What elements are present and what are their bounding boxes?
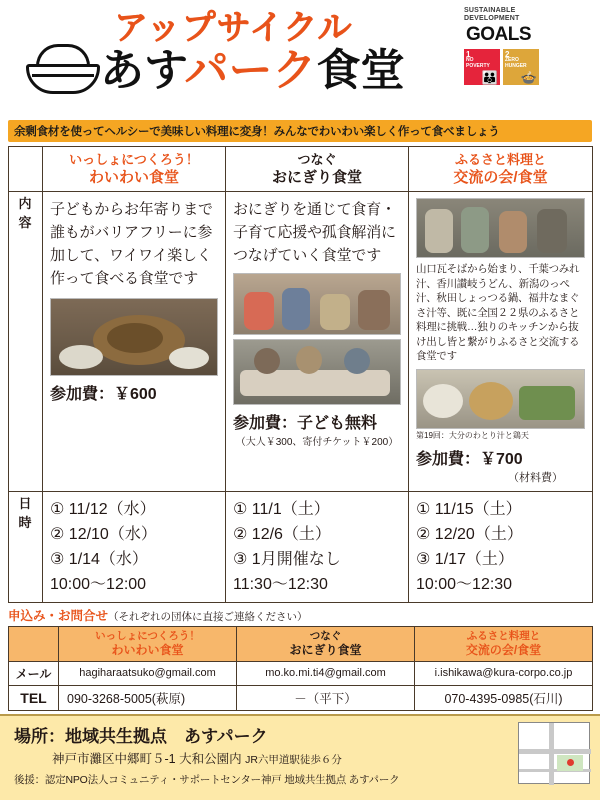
row-label-datetime: 日 時: [9, 491, 43, 602]
footer-address: 神戸市灘区中郷町５‐1 大和公園内: [52, 752, 242, 766]
header: [0, 0, 600, 118]
col-header-line1: いっしょにつくろう！: [69, 152, 199, 167]
fee-note-onigiri: （大人￥300、寄付チケット￥200）: [235, 437, 399, 448]
row-label-content: 内 容: [9, 192, 43, 492]
date-item: ① 11/12（水）: [50, 500, 156, 518]
title-block: [0, 0, 600, 96]
contact-label-tel: TEL: [9, 685, 59, 710]
fee-onigiri: 参加費：子ども無料: [233, 415, 378, 432]
contact-note: [8, 606, 592, 624]
photo-kids-cooking: [233, 273, 401, 335]
contact-table: [8, 626, 593, 711]
time-furusato: 10:00〜12:30: [416, 575, 513, 593]
contact-header-furusato: [415, 626, 593, 661]
col-header-line2: わいわい食堂: [88, 169, 179, 186]
title-park: パーク: [184, 46, 317, 95]
mail-furusato[interactable]: i.ishikawa@kura-corpo.co.jp: [415, 661, 593, 685]
time-onigiri: 11:30〜12:30: [233, 575, 328, 593]
dates-onigiri: [226, 491, 409, 602]
col-header-line2: おにぎり食堂: [271, 169, 362, 186]
date-item: ② 12/6（土）: [233, 525, 331, 543]
fee-note-furusato: （材料費）: [508, 471, 563, 484]
table-header-row: [9, 147, 593, 192]
contact-header-line2: 交流の会/食堂: [465, 642, 542, 657]
footer-address-line: [0, 749, 600, 767]
content-cell-onigiri: [226, 192, 409, 492]
content-cell-furusato: [409, 192, 593, 492]
col-header-line1: ふるさと料理と: [454, 152, 546, 167]
contact-header-line2: おにぎり食堂: [289, 642, 362, 657]
rice-bowl-icon: [26, 44, 100, 96]
col-header-line1: つなぐ: [297, 152, 337, 167]
dates-waiwai: [43, 491, 226, 602]
photo-caption-furusato: 第19回：大分のわとり汁と鶏天: [416, 430, 529, 440]
footer: [0, 714, 600, 800]
column-header-furusato: [409, 147, 593, 192]
photo-cooking-team: [416, 198, 585, 258]
contact-header-line1: いっしょにつくろう！: [95, 629, 200, 642]
tel-waiwai[interactable]: 090-3268-5005(萩原): [59, 685, 237, 710]
tel-furusato[interactable]: 070-4395-0985(石川): [415, 685, 593, 710]
sdg-title: SUSTAINABLE DEVELOPMENT: [464, 6, 520, 22]
sdg-goals-text: GOALS: [466, 24, 532, 45]
date-item: ③ 1/14（水）: [50, 550, 148, 568]
program-table: [8, 146, 593, 603]
map-thumbnail: [518, 722, 590, 784]
contact-header-waiwai: [59, 626, 237, 661]
dates-furusato: [409, 491, 593, 602]
banner-text: 余剰食材を使ってヘルシーで美味しい料理に変身！みんなでわいわい楽しく作って食べましょう: [8, 120, 592, 142]
contact-header-line1: ふるさと料理と: [466, 629, 541, 642]
contact-mail-row: [9, 661, 593, 685]
contact-header-row: [9, 626, 593, 661]
footer-support: 後援：認定NPO法人コミュニティ・サポートセンター神戸 地域共生拠点 あすパーク: [14, 774, 400, 786]
photo-furusato-dish: [416, 369, 585, 429]
contact-note-main: 申込み・お問合せ: [8, 608, 109, 623]
date-item: ③ 1月開催なし: [233, 550, 341, 568]
title-asu: あす: [100, 46, 185, 95]
contact-header-line1: つなぐ: [309, 629, 342, 642]
fee-waiwai: 参加費：￥600: [50, 386, 157, 403]
time-waiwai: 10:00〜12:00: [50, 575, 147, 593]
content-cell-waiwai: [43, 192, 226, 492]
table-datetime-row: [9, 491, 593, 602]
tel-onigiri: －（平下）: [237, 685, 415, 710]
footer-place: 場所：地域共生拠点 あすパーク: [14, 727, 268, 746]
title-shokudo: 食堂: [316, 46, 405, 95]
description-onigiri: おにぎりを通じて食育・子育て応援や孤食解消につなげていく食堂です: [233, 201, 396, 264]
contact-header-onigiri: [237, 626, 415, 661]
table-content-row: [9, 192, 593, 492]
contact-corner-cell: [9, 626, 59, 661]
date-item: ② 12/10（水）: [50, 525, 157, 543]
contact-label-mail: メール: [9, 661, 59, 685]
fee-furusato: 参加費：￥700: [416, 450, 523, 468]
date-item: ① 11/15（土）: [416, 500, 522, 518]
photo-curry-plate: [50, 298, 218, 376]
description-waiwai: 子どもからお年寄りまで誰もがバリアフリーに参加して、ワイワイ楽しく作って食べる食堂です: [50, 201, 213, 287]
sdg-icon-zero-hunger: 2 ZERO HUNGER 🍲: [505, 50, 537, 85]
photo-group-table: [233, 339, 401, 405]
title-line-2: [100, 46, 600, 96]
contact-header-line2: わいわい食堂: [111, 642, 184, 657]
mail-waiwai[interactable]: hagiharaatsuko@gmail.com: [59, 661, 237, 685]
sdg-icon-no-poverty: 1 NO POVERTY 👪: [466, 50, 498, 85]
date-item: ③ 1/17（土）: [416, 550, 514, 568]
contact-tel-row: [9, 685, 593, 710]
footer-access: JR六甲道駅徒歩６分: [245, 754, 342, 766]
column-header-onigiri: [226, 147, 409, 192]
column-header-waiwai: [43, 147, 226, 192]
corner-cell: [9, 147, 43, 192]
date-item: ① 11/1（土）: [233, 500, 330, 518]
mail-onigiri[interactable]: mo.ko.mi.ti4@gmail.com: [237, 661, 415, 685]
col-header-line2: 交流の会/食堂: [453, 169, 548, 186]
contact-note-sub: （それぞれの団体に直接ご連絡ください）: [108, 610, 308, 623]
date-item: ② 12/20（土）: [416, 525, 523, 543]
title-line-1: アップサイクル: [114, 9, 353, 47]
description-furusato: 山口瓦そばから始まり、千葉つみれ汁、香川讃岐うどん、新潟のっぺ汁、秋田しょっつる鍋、福井なまぐさ汁等、既に全国２２県のふるさと料理に挑戦…独りのキッチンから抜け出し皆と繋がりふるさと交流する食堂です: [416, 263, 580, 362]
